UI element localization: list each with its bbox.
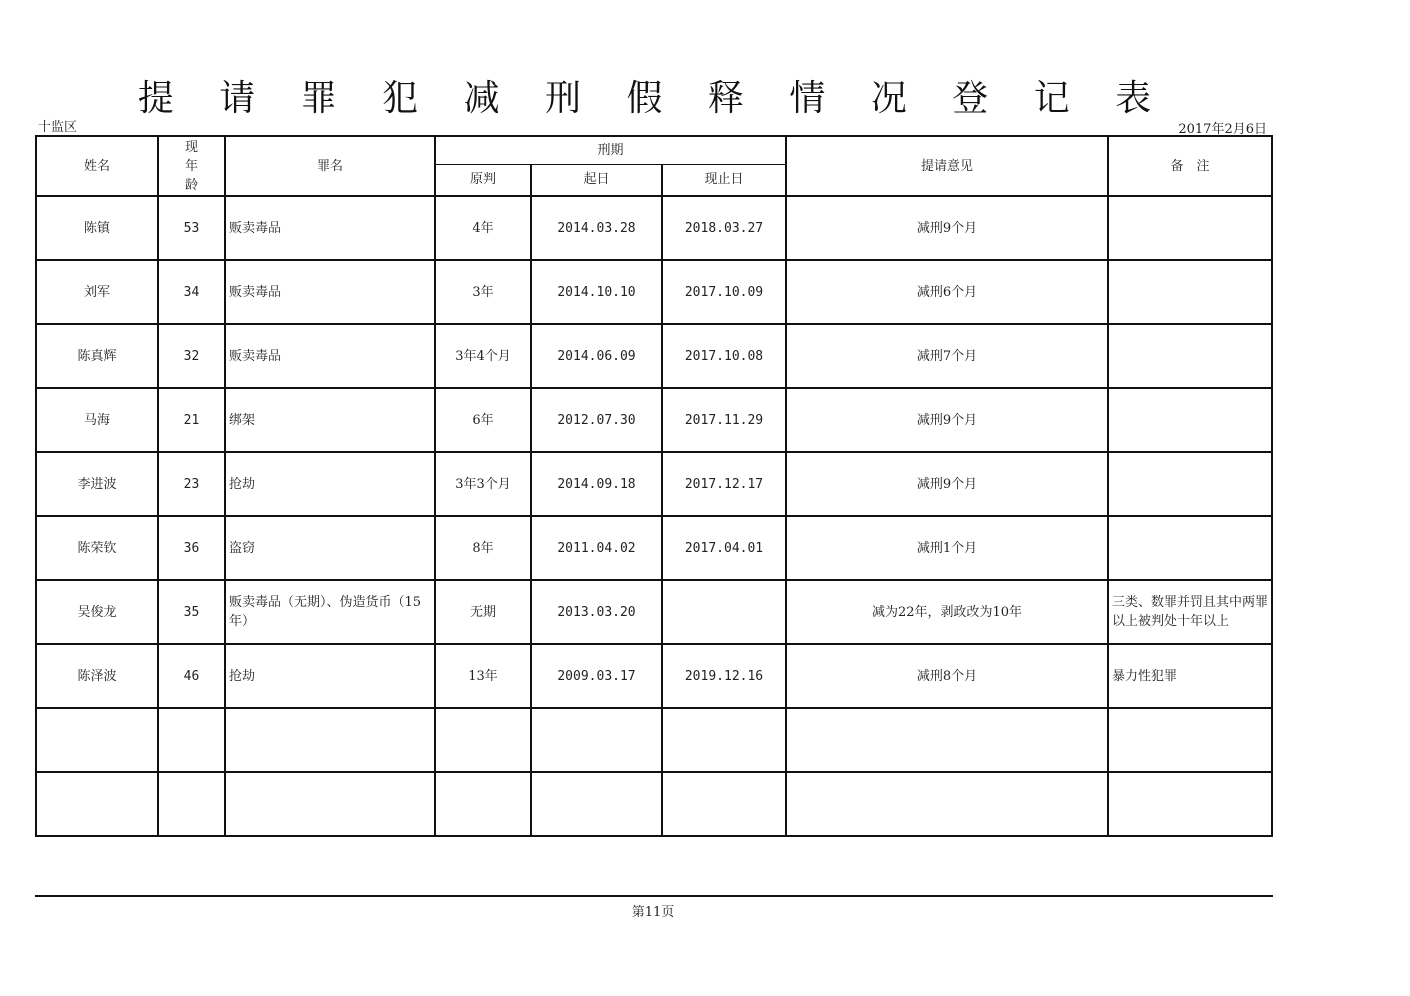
cell-start-date: 2009.03.17 xyxy=(531,644,662,708)
cell-crime xyxy=(225,708,435,772)
cell-name xyxy=(36,708,158,772)
cell-start-date: 2014.06.09 xyxy=(531,324,662,388)
cell-name: 马海 xyxy=(36,388,158,452)
cell-age: 23 xyxy=(158,452,225,516)
cell-remarks xyxy=(1108,260,1272,324)
cell-opinion: 减刑9个月 xyxy=(786,196,1108,260)
cell-name: 陈荣钦 xyxy=(36,516,158,580)
header-age-char-1: 现 xyxy=(184,139,198,155)
cell-age: 34 xyxy=(158,260,225,324)
cell-age xyxy=(158,772,225,836)
table-row xyxy=(36,196,1272,260)
cell-remarks xyxy=(1108,708,1272,772)
cell-original-sentence: 3年 xyxy=(435,260,531,324)
cell-opinion: 减刑9个月 xyxy=(786,388,1108,452)
cell-remarks xyxy=(1108,772,1272,836)
cell-opinion: 减刑8个月 xyxy=(786,644,1108,708)
table-row xyxy=(36,388,1272,452)
cell-original-sentence: 无期 xyxy=(435,580,531,644)
cell-end-date: 2018.03.27 xyxy=(662,196,786,260)
cell-name: 陈镇 xyxy=(36,196,158,260)
cell-original-sentence: 3年3个月 xyxy=(435,452,531,516)
cell-original-sentence xyxy=(435,772,531,836)
cell-opinion xyxy=(786,708,1108,772)
header-start-date: 起日 xyxy=(531,164,662,196)
table-row xyxy=(36,452,1272,516)
cell-end-date: 2017.11.29 xyxy=(662,388,786,452)
cell-end-date: 2017.12.17 xyxy=(662,452,786,516)
cell-crime: 抢劫 xyxy=(225,644,435,708)
cell-age: 46 xyxy=(158,644,225,708)
header-age-char-2: 年 xyxy=(184,158,198,174)
report-date: 2017年2月6日 xyxy=(1178,122,1267,137)
cell-start-date: 2014.03.28 xyxy=(531,196,662,260)
cell-remarks xyxy=(1108,388,1272,452)
cell-crime: 贩卖毒品 xyxy=(225,260,435,324)
cell-crime: 抢劫 xyxy=(225,452,435,516)
cell-remarks xyxy=(1108,516,1272,580)
header-remarks: 备 注 xyxy=(1108,136,1272,196)
cell-age: 21 xyxy=(158,388,225,452)
page-number: 第11页 xyxy=(631,905,675,920)
cell-original-sentence: 4年 xyxy=(435,196,531,260)
cell-opinion: 减刑6个月 xyxy=(786,260,1108,324)
cell-crime: 绑架 xyxy=(225,388,435,452)
cell-crime: 贩卖毒品 xyxy=(225,196,435,260)
cell-end-date: 2017.04.01 xyxy=(662,516,786,580)
cell-age: 35 xyxy=(158,580,225,644)
cell-start-date: 2011.04.02 xyxy=(531,516,662,580)
cell-end-date xyxy=(662,580,786,644)
cell-end-date: 2017.10.09 xyxy=(662,260,786,324)
table-row xyxy=(36,260,1272,324)
prison-unit: 十监区 xyxy=(38,120,78,135)
header-end-date: 现止日 xyxy=(662,164,786,196)
cell-start-date: 2014.10.10 xyxy=(531,260,662,324)
table-row xyxy=(36,580,1272,644)
cell-age xyxy=(158,708,225,772)
cell-crime: 贩卖毒品 xyxy=(225,324,435,388)
cell-name: 刘军 xyxy=(36,260,158,324)
table-row xyxy=(36,708,1272,772)
cell-opinion: 减刑9个月 xyxy=(786,452,1108,516)
header-opinion: 提请意见 xyxy=(786,136,1108,196)
header-original-sentence: 原判 xyxy=(435,164,531,196)
cell-name: 吴俊龙 xyxy=(36,580,158,644)
cell-name: 陈真辉 xyxy=(36,324,158,388)
cell-start-date xyxy=(531,708,662,772)
cell-opinion xyxy=(786,772,1108,836)
footer-divider xyxy=(35,895,1273,897)
cell-remarks: 三类、数罪并罚且其中两罪以上被判处十年以上 xyxy=(1108,580,1272,644)
cell-age: 53 xyxy=(158,196,225,260)
cell-remarks xyxy=(1108,324,1272,388)
registration-table xyxy=(35,135,1273,837)
cell-remarks xyxy=(1108,196,1272,260)
cell-start-date xyxy=(531,772,662,836)
cell-name: 李进波 xyxy=(36,452,158,516)
cell-start-date: 2014.09.18 xyxy=(531,452,662,516)
cell-age: 36 xyxy=(158,516,225,580)
cell-start-date: 2013.03.20 xyxy=(531,580,662,644)
header-crime: 罪名 xyxy=(225,136,435,196)
cell-opinion: 减刑1个月 xyxy=(786,516,1108,580)
cell-original-sentence: 8年 xyxy=(435,516,531,580)
cell-original-sentence: 3年4个月 xyxy=(435,324,531,388)
cell-remarks xyxy=(1108,452,1272,516)
cell-end-date xyxy=(662,772,786,836)
cell-crime xyxy=(225,772,435,836)
table-row xyxy=(36,516,1272,580)
cell-original-sentence xyxy=(435,708,531,772)
cell-end-date xyxy=(662,708,786,772)
cell-name: 陈泽波 xyxy=(36,644,158,708)
table-row xyxy=(36,644,1272,708)
cell-age: 32 xyxy=(158,324,225,388)
cell-remarks: 暴力性犯罪 xyxy=(1108,644,1272,708)
header-age xyxy=(158,136,225,196)
table-row xyxy=(36,772,1272,836)
table-row xyxy=(36,324,1272,388)
cell-end-date: 2017.10.08 xyxy=(662,324,786,388)
cell-crime: 贩卖毒品（无期）、伪造货币（15年） xyxy=(225,580,435,644)
cell-start-date: 2012.07.30 xyxy=(531,388,662,452)
header-term: 刑期 xyxy=(435,136,786,164)
cell-end-date: 2019.12.16 xyxy=(662,644,786,708)
cell-original-sentence: 13年 xyxy=(435,644,531,708)
header-name: 姓名 xyxy=(36,136,158,196)
cell-opinion: 减为22年，剥政改为10年 xyxy=(786,580,1108,644)
document-title: 提 请 罪 犯 减 刑 假 释 情 况 登 记 表 xyxy=(137,78,1169,119)
cell-name xyxy=(36,772,158,836)
cell-original-sentence: 6年 xyxy=(435,388,531,452)
header-age-char-3: 龄 xyxy=(184,177,198,193)
cell-crime: 盗窃 xyxy=(225,516,435,580)
cell-opinion: 减刑7个月 xyxy=(786,324,1108,388)
